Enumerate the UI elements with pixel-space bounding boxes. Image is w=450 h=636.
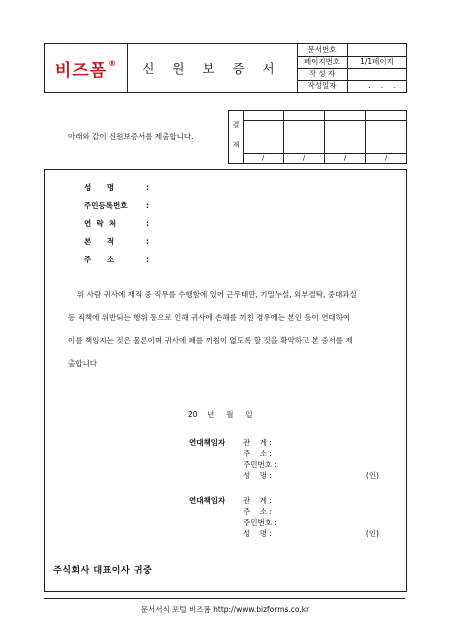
approval-box xyxy=(228,110,407,164)
field-contact: 연 락 처 : xyxy=(84,219,149,228)
guarantor-1: 연대책임자 관 계 : 주 소 : 주민번호 : 성 명 : (인) xyxy=(189,438,379,480)
approval-column[interactable]: / xyxy=(366,111,406,163)
guarantor-title: 연대책임자 xyxy=(189,438,226,447)
document-title: 신 원 보 증 서 xyxy=(127,44,298,92)
footer-text: 문서서식 포털 비즈폼 http://www.bizforms.co.kr xyxy=(140,605,310,614)
seal-mark: (인) xyxy=(365,471,379,480)
approval-column[interactable]: / xyxy=(325,111,366,163)
guarantor-title: 연대책임자 xyxy=(189,496,226,505)
guarantee-paragraph: 위 사람 귀사에 재직 중 직무를 수행함에 있어 근무태만, 기밀누설, 외부결탁, 중대과실 등 직책에 위반되는 행위 등으로 인해 귀사에 손해를 끼친 경우에는 본인 등이 연대하여 이를 책임지는 것은 물론이며 귀사에 폐를 끼침이 없도록 할 것을 확약하고 본 증서를 제 출합니다 xyxy=(68,290,357,368)
field-registered-domicile: 본 적 : xyxy=(84,237,149,246)
guarantee-body xyxy=(44,169,407,592)
approval-label: 결 재 xyxy=(229,111,244,163)
approval-column[interactable]: / xyxy=(284,111,325,163)
meta-row-doc-number: 문서번호 xyxy=(297,44,406,57)
meta-row-author: 작 성 자 xyxy=(297,68,406,81)
meta-row-date: 작성일자 . . . xyxy=(297,80,406,92)
addressee: 주식회사 대표이사 귀중 xyxy=(53,566,153,576)
document-header xyxy=(44,43,407,93)
field-name: 성 명 : xyxy=(84,183,149,192)
document-meta-table xyxy=(297,44,406,92)
field-resident-number: 주민등록번호 : xyxy=(84,201,149,210)
seal-mark: (인) xyxy=(365,529,379,538)
logo-cell xyxy=(45,44,128,92)
footer-divider xyxy=(44,598,405,599)
submit-statement: 아래와 같이 신원보증서를 제출합니다. xyxy=(68,132,194,141)
bizforms-logo: 비즈폼® xyxy=(54,58,118,81)
guarantor-2: 연대책임자 관 계 : 주 소 : 주민번호 : 성 명 : (인) xyxy=(189,496,379,538)
field-address: 주 소 : xyxy=(84,255,149,264)
approval-column[interactable]: / xyxy=(243,111,284,163)
date-line: 20 년 월 일 xyxy=(188,410,253,419)
meta-row-page-number: 페이지번호 1/1페이지 xyxy=(297,56,406,69)
